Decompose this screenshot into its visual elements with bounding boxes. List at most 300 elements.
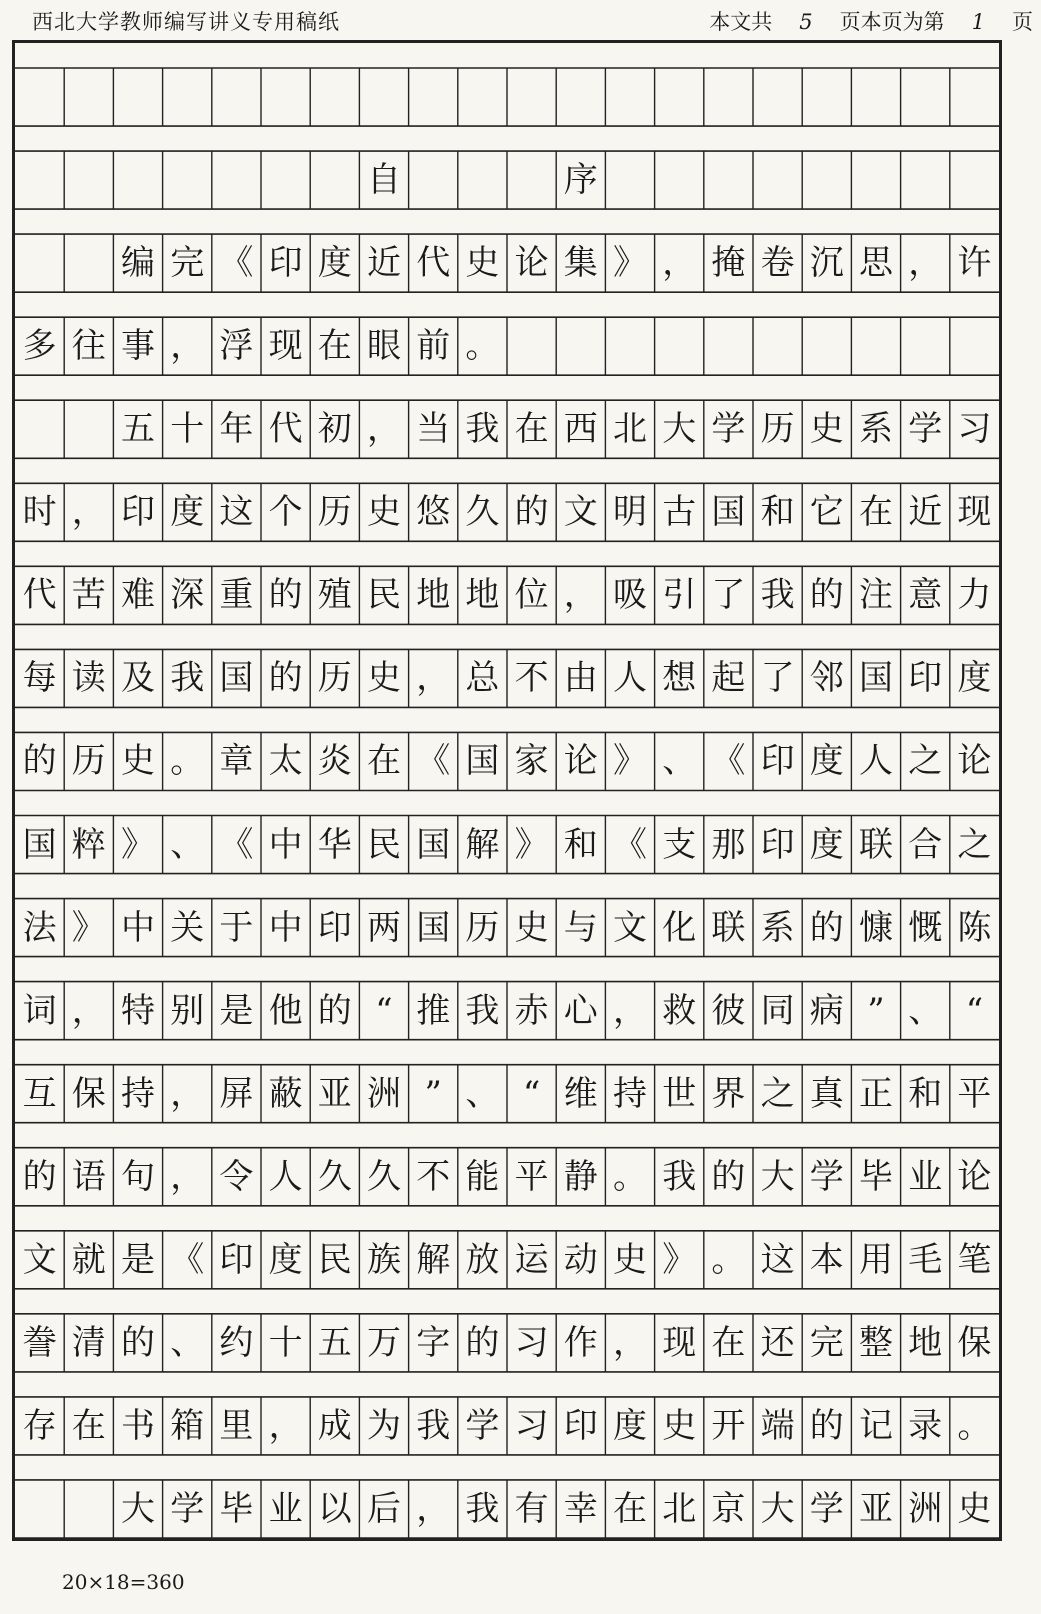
grid-char: 邻 [809, 658, 844, 699]
grid-char: 的 [809, 575, 844, 616]
grid-char: 眼 [366, 326, 401, 367]
grid-char: 人 [612, 658, 647, 699]
grid-char: 关 [170, 907, 205, 948]
grid-char: 重 [219, 575, 254, 616]
grid-char: 序 [563, 160, 598, 201]
grid-char: 现 [268, 326, 303, 367]
grid-char: ， [170, 1073, 205, 1114]
grid-char: 五 [120, 409, 155, 450]
grid-char: ， [170, 326, 205, 367]
manuscript-paper [12, 40, 1002, 1541]
grid-char: 有 [514, 1488, 549, 1529]
grid-char: 现 [662, 1322, 697, 1363]
grid-char: 、 [170, 824, 205, 865]
grid-char: 》 [514, 824, 549, 865]
grid-char: 约 [219, 1322, 254, 1363]
grid-char: 印 [563, 1405, 598, 1446]
grid-char: ， [366, 409, 401, 450]
grid-char: 能 [465, 1156, 500, 1197]
grid-char: 在 [317, 326, 352, 367]
grid-char: 民 [317, 1239, 352, 1280]
grid-char: 同 [760, 990, 795, 1031]
grid-char: 太 [268, 741, 303, 782]
grid-char: 维 [563, 1073, 598, 1114]
grid-char: 习 [514, 1405, 549, 1446]
grid-char: 的 [711, 1156, 746, 1197]
grid-char: 代 [416, 243, 451, 284]
grid-char: 史 [366, 492, 401, 533]
grid-char: 。 [612, 1156, 647, 1197]
grid-char: 在 [711, 1322, 746, 1363]
grid-char: 度 [170, 492, 205, 533]
grid-char: 深 [170, 575, 205, 616]
grid-char: 界 [711, 1073, 746, 1114]
grid-char: 。 [957, 1405, 992, 1446]
grid-char: 人 [858, 741, 893, 782]
grid-char: 赤 [514, 990, 549, 1031]
grid-char: 联 [858, 824, 893, 865]
grid-char: 想 [662, 658, 697, 699]
grid-char: 在 [514, 409, 549, 450]
grid-char: 史 [612, 1239, 647, 1280]
grid-char: 开 [711, 1405, 746, 1446]
grid-char: 学 [465, 1405, 500, 1446]
grid-char: 北 [612, 409, 647, 450]
grid-char: 毕 [219, 1488, 254, 1529]
grid-char: 沉 [809, 243, 844, 284]
grid-char: 》 [612, 741, 647, 782]
grid-char: 《 [170, 1239, 205, 1280]
grid-char: 在 [612, 1488, 647, 1529]
grid-char: 解 [465, 824, 500, 865]
grid-char: 毕 [858, 1156, 893, 1197]
grid-char: 支 [662, 824, 697, 865]
grid-char: 真 [809, 1073, 844, 1114]
total-prefix: 本文共 [709, 10, 773, 34]
grid-char: 五 [317, 1322, 352, 1363]
grid-char: 箱 [170, 1405, 205, 1446]
grid-char: ， [662, 243, 697, 284]
grid-char: 这 [219, 492, 254, 533]
grid-char: 史 [120, 741, 155, 782]
grid-char: 的 [514, 492, 549, 533]
grid-char: 》 [120, 824, 155, 865]
grid-char: 合 [908, 824, 943, 865]
grid-char: 卷 [760, 243, 795, 284]
grid-char: 久 [366, 1156, 401, 1197]
grid-char: 和 [563, 824, 598, 865]
grid-char: 粹 [71, 824, 106, 865]
grid-char: 的 [465, 1322, 500, 1363]
grid-char: 北 [662, 1488, 697, 1529]
grid-char: 思 [858, 243, 893, 284]
grid-char: 之 [957, 824, 992, 865]
grid-char: 《 [219, 824, 254, 865]
grid-char: 和 [908, 1073, 943, 1114]
grid-char: 位 [514, 575, 549, 616]
grid-char: ， [416, 658, 451, 699]
grid-char: 运 [514, 1239, 549, 1280]
grid-char: 中 [268, 824, 303, 865]
grid-char: 洲 [908, 1488, 943, 1529]
grid-char: 互 [22, 1073, 57, 1114]
grid-char: 及 [120, 658, 155, 699]
grid-char: 。 [711, 1239, 746, 1280]
grid-char: 的 [22, 1156, 57, 1197]
grid-char: 病 [809, 990, 844, 1031]
grid-char: 史 [366, 658, 401, 699]
grid-char: 《 [416, 741, 451, 782]
grid-char: 、 [662, 741, 697, 782]
grid-char: 保 [957, 1322, 992, 1363]
grid-char: 文 [563, 492, 598, 533]
page-suffix: 页 [1012, 10, 1033, 34]
grid-char: 在 [858, 492, 893, 533]
grid-char: 读 [71, 658, 106, 699]
grid-char: 以 [317, 1488, 352, 1529]
grid-char: 我 [662, 1156, 697, 1197]
grid-char: 炎 [317, 741, 352, 782]
grid-char: 力 [957, 575, 992, 616]
grid-char: 十 [268, 1322, 303, 1363]
grid-char: 的 [317, 990, 352, 1031]
grid-char: 》 [612, 243, 647, 284]
grid-char: 静 [563, 1156, 598, 1197]
grid-char: 由 [563, 658, 598, 699]
grid-char: 业 [268, 1488, 303, 1529]
grid-char: 慨 [908, 907, 943, 948]
paper-title: 西北大学教师编写讲义专用稿纸 [32, 10, 340, 34]
grid-char: 蔽 [268, 1073, 303, 1114]
page-header [0, 0, 1041, 36]
grid-char: 记 [858, 1405, 893, 1446]
grid-char: 掩 [711, 243, 746, 284]
grid-char: 解 [416, 1239, 451, 1280]
grid-char: 陈 [957, 907, 992, 948]
grid-char: ， [71, 492, 106, 533]
grid-char: 》 [71, 907, 106, 948]
grid-char: 我 [416, 1405, 451, 1446]
grid-char: 学 [170, 1488, 205, 1529]
grid-char: 历 [760, 409, 795, 450]
grid-char: 、 [908, 990, 943, 1031]
grid-char: 近 [366, 243, 401, 284]
grid-char: 国 [465, 741, 500, 782]
grid-char: 苦 [71, 575, 106, 616]
grid-char: 救 [662, 990, 697, 1031]
grid-char: 两 [366, 907, 401, 948]
grid-char: 是 [219, 990, 254, 1031]
grid-char: 印 [219, 1239, 254, 1280]
grid-char: 别 [170, 990, 205, 1031]
grid-char: 《 [711, 741, 746, 782]
grid-char: 代 [22, 575, 57, 616]
grid-char: ” [424, 1073, 442, 1114]
grid-char: 的 [268, 575, 303, 616]
grid-char: 民 [366, 824, 401, 865]
grid-char: 史 [514, 907, 549, 948]
grid-char: 度 [612, 1405, 647, 1446]
grid-char: 放 [465, 1239, 500, 1280]
grid-char: 地 [465, 575, 500, 616]
grid-char: 联 [711, 907, 746, 948]
grid-char: 每 [22, 658, 57, 699]
grid-char: 、 [465, 1073, 500, 1114]
grid-char: 现 [957, 492, 992, 533]
grid-char: 国 [219, 658, 254, 699]
grid-char: 。 [170, 741, 205, 782]
grid-char: 推 [416, 990, 451, 1031]
grid-char: 学 [711, 409, 746, 450]
grid-char: 论 [563, 741, 598, 782]
grid-char: 浮 [219, 326, 254, 367]
grid-char: 年 [219, 409, 254, 450]
grid-char: 近 [908, 492, 943, 533]
grid-char: 了 [760, 658, 795, 699]
total-pages: 5 [799, 10, 813, 34]
grid-char: 后 [366, 1488, 401, 1529]
grid-char: 还 [760, 1322, 795, 1363]
grid-char: “ [375, 990, 393, 1031]
grid-char: 誊 [22, 1322, 57, 1363]
grid-char: 系 [760, 907, 795, 948]
grid-char: 的 [809, 1405, 844, 1446]
grid-char: 明 [612, 492, 647, 533]
grid-char: 久 [465, 492, 500, 533]
grid-char: 录 [908, 1405, 943, 1446]
grid-char: 心 [563, 990, 598, 1031]
grid-char: 在 [366, 741, 401, 782]
grid-char: 史 [662, 1405, 697, 1446]
grid-char: 学 [809, 1156, 844, 1197]
grid-char: 自 [366, 160, 401, 201]
grid-char: ” [867, 990, 885, 1031]
grid-char: 特 [120, 990, 155, 1031]
grid-char: 论 [514, 243, 549, 284]
grid-char: 业 [908, 1156, 943, 1197]
grid-char: 成 [317, 1405, 352, 1446]
grid-char: 西 [563, 409, 598, 450]
grid-char: 这 [760, 1239, 795, 1280]
grid-char: 印 [317, 907, 352, 948]
grid-char: 国 [416, 907, 451, 948]
grid-note: 20×18=360 [62, 1570, 185, 1594]
grid-char: 中 [268, 907, 303, 948]
grid-char: 时 [22, 492, 57, 533]
grid-char: 的 [120, 1322, 155, 1363]
grid-char: 亚 [317, 1073, 352, 1114]
grid-char: 中 [120, 907, 155, 948]
grid-char: ， [416, 1488, 451, 1529]
grid-char: 笔 [957, 1239, 992, 1280]
grid-char: 句 [120, 1156, 155, 1197]
grid-char: 正 [858, 1073, 893, 1114]
grid-char: 印 [268, 243, 303, 284]
grid-char: 集 [563, 243, 598, 284]
grid-char: 持 [120, 1073, 155, 1114]
grid-char: 吸 [612, 575, 647, 616]
grid-char: 为 [366, 1405, 401, 1446]
grid-char: 我 [760, 575, 795, 616]
grid-char: 学 [908, 409, 943, 450]
grid-char: 习 [514, 1322, 549, 1363]
grid-char: 殖 [317, 575, 352, 616]
grid-char: 平 [957, 1073, 992, 1114]
grid-char: 不 [416, 1156, 451, 1197]
grid-char: 度 [317, 243, 352, 284]
grid-char: 印 [908, 658, 943, 699]
grid-char: ， [908, 243, 943, 284]
grid-char: 端 [760, 1405, 795, 1446]
grid-char: 亚 [858, 1488, 893, 1529]
grid-char: 事 [120, 326, 155, 367]
grid-char: 在 [71, 1405, 106, 1446]
grid-char: 十 [170, 409, 205, 450]
grid-char: 用 [858, 1239, 893, 1280]
grid-char: 清 [71, 1322, 106, 1363]
grid-char: 我 [465, 990, 500, 1031]
grid-char: ， [71, 990, 106, 1031]
grid-char: 里 [219, 1405, 254, 1446]
grid-char: 度 [809, 824, 844, 865]
grid-char: 保 [71, 1073, 106, 1114]
grid-char: ， [563, 575, 598, 616]
grid-char: 动 [563, 1239, 598, 1280]
grid-char: 慷 [858, 907, 893, 948]
grid-char: 多 [22, 326, 57, 367]
grid-char: 史 [957, 1488, 992, 1529]
grid-char: 当 [416, 409, 451, 450]
grid-char: 度 [957, 658, 992, 699]
grid-char: ， [268, 1405, 303, 1446]
grid-char: 彼 [711, 990, 746, 1031]
grid-char: 个 [268, 492, 303, 533]
grid-char: 令 [219, 1156, 254, 1197]
grid-char: 不 [514, 658, 549, 699]
grid-char: “ [522, 1073, 541, 1114]
grid-char: 的 [809, 907, 844, 948]
grid-char: 印 [760, 824, 795, 865]
grid-char: 法 [22, 907, 57, 948]
grid-char: 文 [612, 907, 647, 948]
grid-char: 本 [809, 1239, 844, 1280]
grid-char: 注 [858, 575, 893, 616]
grid-char: 地 [416, 575, 451, 616]
grid-char: 论 [957, 741, 992, 782]
grid-char: 习 [957, 409, 992, 450]
grid-char: 是 [120, 1239, 155, 1280]
grid-char: 作 [563, 1322, 598, 1363]
grid-char: 民 [366, 575, 401, 616]
grid-char: 书 [120, 1405, 155, 1446]
grid-char: 度 [268, 1239, 303, 1280]
grid-char: 了 [711, 575, 746, 616]
grid-char: 之 [908, 741, 943, 782]
grid-char: 毛 [908, 1239, 943, 1280]
grid-char: 编 [120, 243, 155, 284]
grid-char: 历 [317, 492, 352, 533]
grid-char: 持 [612, 1073, 647, 1114]
grid-char: 大 [120, 1488, 155, 1529]
grid-char: 幸 [563, 1488, 598, 1529]
grid-char: 论 [957, 1156, 992, 1197]
grid-char: 他 [268, 990, 303, 1031]
grid-char: ， [612, 990, 647, 1031]
grid-char: 史 [809, 409, 844, 450]
grid-char: 文 [22, 1239, 57, 1280]
grid-char: 许 [957, 243, 992, 284]
grid-char: 历 [465, 907, 500, 948]
grid-char: 国 [22, 824, 57, 865]
page-count [709, 6, 1033, 36]
current-page: 1 [971, 10, 985, 34]
grid-char: 古 [662, 492, 697, 533]
grid-char: 词 [22, 990, 57, 1031]
grid-char: 整 [858, 1322, 893, 1363]
grid-char: 》 [662, 1239, 697, 1280]
grid-char: ， [612, 1322, 647, 1363]
grid-char: 人 [268, 1156, 303, 1197]
grid-char: 《 [612, 824, 647, 865]
grid-char: 和 [760, 492, 795, 533]
grid-char: 平 [514, 1156, 549, 1197]
grid-char: 字 [416, 1322, 451, 1363]
grid-char: 国 [416, 824, 451, 865]
grid-char: 历 [71, 741, 106, 782]
grid-char: “ [965, 990, 984, 1031]
grid-char: 大 [662, 409, 697, 450]
grid-char: ， [170, 1156, 205, 1197]
grid-char: 引 [662, 575, 697, 616]
grid-char: 初 [317, 409, 352, 450]
grid-char: 意 [908, 575, 943, 616]
grid-char: 的 [268, 658, 303, 699]
grid-char: 久 [317, 1156, 352, 1197]
grid-char: 与 [563, 907, 598, 948]
grid-char: 华 [317, 824, 352, 865]
grid-char: 就 [71, 1239, 106, 1280]
grid-char: 章 [219, 741, 254, 782]
grid-char: 屏 [219, 1073, 254, 1114]
grid-char: 印 [120, 492, 155, 533]
page-mid: 页本页为第 [839, 10, 945, 34]
grid-char: 世 [662, 1073, 697, 1114]
grid-char: 。 [465, 326, 500, 367]
grid-char: 语 [71, 1156, 106, 1197]
grid-char: 难 [120, 575, 155, 616]
grid-char: 悠 [416, 492, 451, 533]
grid-char: 史 [465, 243, 500, 284]
grid-char: 国 [711, 492, 746, 533]
grid-char: 完 [170, 243, 205, 284]
grid-char: 于 [219, 907, 254, 948]
grid-char: 化 [662, 907, 697, 948]
grid-char: 存 [22, 1405, 57, 1446]
grid-char: 代 [268, 409, 303, 450]
grid-char: 前 [416, 326, 451, 367]
grid-char: 族 [366, 1239, 401, 1280]
grid-char: 度 [809, 741, 844, 782]
grid-char: 万 [366, 1322, 401, 1363]
grid-char: 我 [170, 658, 205, 699]
grid-char: 印 [760, 741, 795, 782]
grid-char: 之 [760, 1073, 795, 1114]
grid-char: 完 [809, 1322, 844, 1363]
grid-char: 的 [22, 741, 57, 782]
grid-char: 、 [170, 1322, 205, 1363]
grid-char: 往 [71, 326, 106, 367]
grid-char: 它 [809, 492, 844, 533]
